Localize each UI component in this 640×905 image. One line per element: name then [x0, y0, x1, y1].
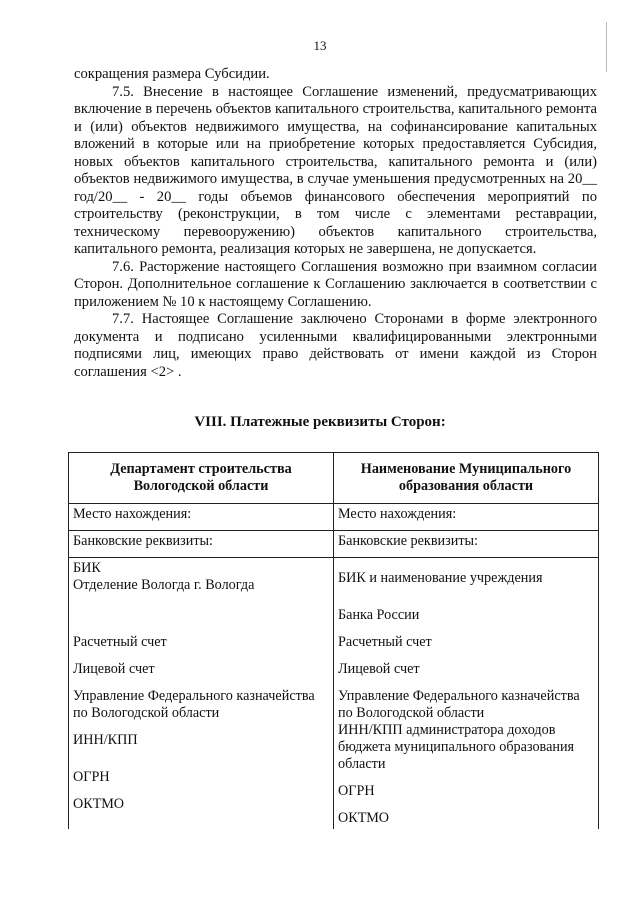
right-inn-3: области — [338, 756, 386, 772]
right-bank-russia: Банка России — [338, 607, 420, 623]
left-party-header: Департамент строительства Вологодской области — [69, 453, 334, 504]
paragraph-7-6: 7.6. Расторжение настоящего Соглашения возможно при взаимном согласии Сторон. Дополнительное соглашение к Соглашению заключается в соответствии с приложением № 10 к настоящему Соглашению. — [74, 258, 597, 310]
left-location: Место нахождения: — [69, 504, 334, 531]
left-bank-details: Банковские реквизиты: — [69, 531, 334, 558]
right-treasury-2: по Вологодской области — [338, 705, 485, 721]
right-location: Место нахождения: — [334, 504, 599, 531]
left-account: Расчетный счет — [73, 634, 167, 650]
right-bank-details: Банковские реквизиты: — [334, 531, 599, 558]
left-inn: ИНН/КПП — [73, 732, 138, 748]
right-oktmo: ОКТМО — [338, 810, 390, 826]
table-row — [69, 558, 599, 830]
table-header-row — [69, 453, 599, 504]
right-ogrn: ОГРН — [338, 783, 375, 799]
payment-details-table — [68, 452, 599, 829]
paragraph-continuation: сокращения размера Субсидии. — [74, 66, 270, 82]
right-account: Расчетный счет — [338, 634, 432, 650]
right-bik: БИК и наименование учреждения — [338, 570, 543, 586]
left-treasury-1: Управление Федерального казначейства — [73, 688, 315, 704]
right-party-header: Наименование Муниципального образования области — [334, 453, 599, 504]
paragraph-7-7: 7.7. Настоящее Соглашение заключено Сторонами в форме электронного документа и подписано усиленными квалифицированными электронными подписями лиц, имеющих право действовать от имени каждой из Сторон соглашения <2> . — [74, 311, 597, 380]
body-text — [74, 66, 597, 381]
paragraph-7-5: 7.5. Внесение в настоящее Соглашение изменений, предусматривающих включение в перечень объектов капитального строительства, капитального ремонта и (или) объектов недвижимого имущества, на софинансирование капитальных вложений в которые или на приобретение которых предоставляется Субсидия, новых объектов капитального строительства, капитального ремонта и (или) объектов недвижимого имущества, в случае уменьшения предусмотренных на 20__ год/20__ - 20__ годы объемов финансового обеспечения мероприятий по строительству (реконструкции, в том числе с элементами реставрации, техническому перевооружению) объектов капитального строительства, капитального ремонта, реализация которых не завершена, не допускается. — [74, 83, 597, 257]
right-personal-account: Лицевой счет — [338, 661, 420, 677]
right-treasury-1: Управление Федерального казначейства — [338, 688, 580, 704]
left-personal-account: Лицевой счет — [73, 661, 155, 677]
right-inn-2: бюджета муниципального образования — [338, 739, 575, 755]
left-ogrn: ОГРН — [73, 769, 110, 785]
left-requisites — [69, 558, 334, 830]
table-row — [69, 531, 599, 558]
right-requisites — [334, 558, 599, 830]
left-treasury-2: по Вологодской области — [73, 705, 220, 721]
left-oktmo: ОКТМО — [73, 796, 125, 812]
page-number: 13 — [313, 38, 327, 53]
left-bik: БИК — [73, 560, 101, 576]
margin-rule — [606, 22, 607, 72]
section-title: VIII. Платежные реквизиты Сторон: — [194, 414, 446, 430]
left-branch: Отделение Вологда г. Вологда — [73, 577, 255, 593]
table-row — [69, 504, 599, 531]
right-inn-1: ИНН/КПП администратора доходов — [338, 722, 556, 738]
